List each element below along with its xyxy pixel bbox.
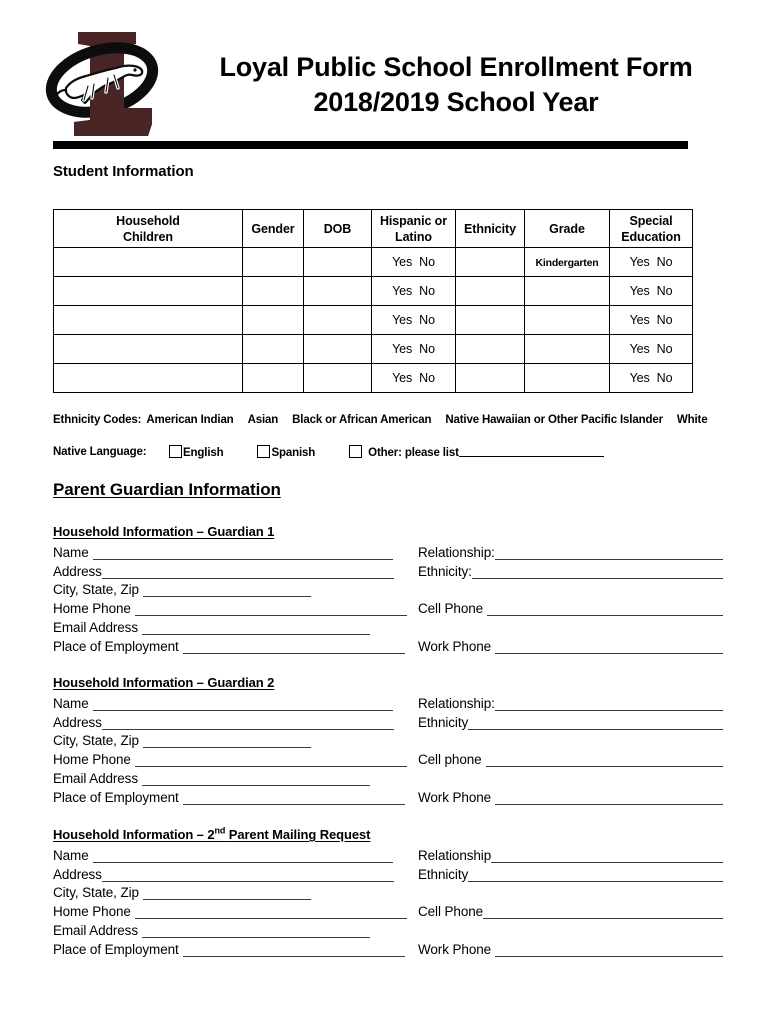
guardian-1-place-of-employment-input[interactable] xyxy=(183,640,405,654)
ethnicity-codes-legend xyxy=(53,414,707,426)
cell-grade[interactable] xyxy=(525,364,610,393)
second-parent-email-field[interactable] xyxy=(53,923,418,938)
guardian-2-row-city-state-zip xyxy=(53,730,723,749)
second-parent-home-phone-label: Home Phone xyxy=(53,904,131,920)
guardian-2-place-of-employment-label: Place of Employment xyxy=(53,789,179,805)
second-parent-relationship-label: Relationship xyxy=(418,847,492,863)
form-header xyxy=(0,0,770,150)
special-ed-no-option[interactable]: No xyxy=(656,255,673,269)
ethnicity-code-white: White xyxy=(676,414,708,426)
second-parent-address-label: Address xyxy=(53,866,102,882)
second-parent-row-employment-work-phone xyxy=(53,938,723,957)
guardian-1-name-label: Name xyxy=(53,544,89,560)
column-header-hispanic-or-latino xyxy=(372,210,456,248)
guardian-2-address-label: Address xyxy=(53,714,102,730)
guardian-1-address-label: Address xyxy=(53,563,102,579)
guardian-1-city-state-zip-field[interactable] xyxy=(53,582,418,597)
guardian-2-name-label: Name xyxy=(53,695,89,711)
table-row xyxy=(54,306,693,335)
second-parent-mailing-request-block xyxy=(53,826,723,957)
cell-gender[interactable] xyxy=(243,335,304,364)
cell-dob[interactable] xyxy=(304,277,372,306)
guardian-1-row-city-state-zip xyxy=(53,579,723,598)
cell-grade[interactable] xyxy=(525,335,610,364)
hispanic-yes-option[interactable]: Yes xyxy=(392,313,413,327)
header-divider-rule xyxy=(53,141,688,149)
guardian-1-row-employment-work-phone xyxy=(53,635,723,654)
guardian-1-place-of-employment-field[interactable] xyxy=(53,639,418,654)
cell-ethnicity[interactable] xyxy=(456,335,525,364)
second-parent-ethnicity-label: Ethnicity xyxy=(418,866,469,882)
ethnicity-code-native-hawaiian-or-pacific-islander: Native Hawaiian or Other Pacific Islander xyxy=(445,414,663,426)
cell-household-children[interactable] xyxy=(54,248,243,277)
cell-gender[interactable] xyxy=(243,248,304,277)
special-ed-no-option[interactable]: No xyxy=(656,313,673,327)
guardian-2-name-input[interactable] xyxy=(93,697,393,711)
second-parent-relationship-input[interactable] xyxy=(491,849,723,863)
cell-special-education[interactable] xyxy=(610,248,693,277)
table-header-row xyxy=(54,210,693,248)
column-header-ethnicity: Ethnicity xyxy=(456,210,525,248)
guardian-2-cell-phone-input[interactable] xyxy=(486,753,723,767)
hispanic-yes-option[interactable]: Yes xyxy=(392,342,413,356)
guardian-2-address-field[interactable] xyxy=(53,715,418,730)
guardian-1-cell-phone-input[interactable] xyxy=(487,602,723,616)
second-parent-address-input[interactable] xyxy=(102,868,394,882)
second-parent-name-label: Name xyxy=(53,847,89,863)
guardian-1-row-address-ethnicity xyxy=(53,560,723,579)
second-parent-row-address-ethnicity xyxy=(53,863,723,882)
cell-gender[interactable] xyxy=(243,306,304,335)
parent-guardian-information-heading: Parent Guardian Information xyxy=(53,480,281,499)
guardian-2-city-state-zip-input[interactable] xyxy=(143,734,311,748)
second-parent-work-phone-label: Work Phone xyxy=(418,941,492,957)
guardian-2-home-phone-field[interactable] xyxy=(53,752,418,767)
native-language-row xyxy=(53,445,604,459)
grade-example-value: Kindergarten xyxy=(535,257,599,269)
cell-special-education[interactable] xyxy=(610,277,693,306)
guardian-1-relationship-field[interactable] xyxy=(418,545,723,560)
guardian-2-address-input[interactable] xyxy=(102,716,394,730)
native-language-option-english[interactable] xyxy=(169,445,223,459)
special-ed-yes-option[interactable]: Yes xyxy=(629,284,650,298)
guardian-1-ethnicity-input[interactable] xyxy=(472,565,723,579)
cell-household-children[interactable] xyxy=(54,335,243,364)
second-parent-row-city-state-zip xyxy=(53,882,723,901)
second-parent-name-input[interactable] xyxy=(93,849,393,863)
guardian-2-row-email xyxy=(53,767,723,786)
guardian-2-city-state-zip-field[interactable] xyxy=(53,733,418,748)
cell-hispanic-or-latino[interactable] xyxy=(372,277,456,306)
guardian-1-relationship-label: Relationship: xyxy=(418,544,495,560)
native-language-spanish-label: Spanish xyxy=(271,447,316,459)
cell-ethnicity[interactable] xyxy=(456,306,525,335)
special-ed-yes-option[interactable]: Yes xyxy=(629,342,650,356)
column-header-dob: DOB xyxy=(304,210,372,248)
second-parent-place-of-employment-input[interactable] xyxy=(183,943,405,957)
hispanic-yes-option[interactable]: Yes xyxy=(392,284,413,298)
guardian-1-place-of-employment-label: Place of Employment xyxy=(53,638,179,654)
guardian-1-work-phone-label: Work Phone xyxy=(418,638,492,654)
native-language-label: Native Language: xyxy=(53,446,147,458)
column-header-gender: Gender xyxy=(243,210,304,248)
table-header xyxy=(54,210,693,248)
guardian-1-home-phone-field[interactable] xyxy=(53,601,418,616)
second-parent-place-of-employment-label: Place of Employment xyxy=(53,941,179,957)
guardian-2-row-employment-work-phone xyxy=(53,786,723,805)
header-line-2: Latino xyxy=(395,229,432,244)
form-title xyxy=(176,50,736,120)
table-row xyxy=(54,335,693,364)
cell-household-children[interactable] xyxy=(54,306,243,335)
guardian-1-address-input[interactable] xyxy=(102,565,394,579)
native-language-option-spanish[interactable] xyxy=(257,445,315,459)
guardian-1-cell-phone-field[interactable] xyxy=(418,601,723,616)
cell-household-children[interactable] xyxy=(54,364,243,393)
header-line-1: Household xyxy=(116,213,180,228)
checkbox-other-icon[interactable] xyxy=(349,445,362,458)
guardian-1-address-field[interactable] xyxy=(53,564,418,579)
guardian-1-home-phone-input[interactable] xyxy=(135,602,407,616)
guardian-2-work-phone-field[interactable] xyxy=(418,790,723,805)
special-ed-no-option[interactable]: No xyxy=(656,284,673,298)
second-parent-cell-phone-field[interactable] xyxy=(418,904,723,919)
cell-dob[interactable] xyxy=(304,364,372,393)
guardian-1-relationship-input[interactable] xyxy=(495,546,723,560)
special-ed-yes-option[interactable]: Yes xyxy=(629,255,650,269)
native-language-other-label: Other: please list xyxy=(368,447,459,459)
second-parent-address-field[interactable] xyxy=(53,867,418,882)
second-parent-cell-phone-input[interactable] xyxy=(483,905,723,919)
special-ed-yes-option[interactable]: Yes xyxy=(629,313,650,327)
column-header-household-children xyxy=(54,210,243,248)
guardian-2-relationship-input[interactable] xyxy=(495,697,723,711)
guardian-1-row-name-relationship xyxy=(53,541,723,560)
guardian-2-ethnicity-input[interactable] xyxy=(468,716,723,730)
checkbox-english-icon[interactable] xyxy=(169,445,182,458)
title-suffix: Parent Mailing Request xyxy=(225,827,371,842)
guardian-2-home-phone-label: Home Phone xyxy=(53,752,131,768)
cell-grade[interactable] xyxy=(525,248,610,277)
special-ed-no-option[interactable]: No xyxy=(656,342,673,356)
guardian-2-relationship-label: Relationship: xyxy=(418,695,495,711)
second-parent-email-label: Email Address xyxy=(53,922,138,938)
second-parent-ethnicity-input[interactable] xyxy=(468,868,723,882)
second-parent-row-email xyxy=(53,919,723,938)
column-header-grade: Grade xyxy=(525,210,610,248)
cell-hispanic-or-latino[interactable] xyxy=(372,335,456,364)
student-information-heading: Student Information xyxy=(53,163,194,180)
cell-special-education[interactable] xyxy=(610,306,693,335)
guardian-1-city-state-zip-input[interactable] xyxy=(143,583,311,597)
guardian-1-home-phone-label: Home Phone xyxy=(53,601,131,617)
second-parent-row-name-relationship xyxy=(53,844,723,863)
second-parent-city-state-zip-field[interactable] xyxy=(53,885,418,900)
cell-dob[interactable] xyxy=(304,335,372,364)
second-parent-work-phone-field[interactable] xyxy=(418,942,723,957)
checkbox-spanish-icon[interactable] xyxy=(257,445,270,458)
table-row xyxy=(54,364,693,393)
second-parent-home-phone-input[interactable] xyxy=(135,905,407,919)
guardian-2-cell-phone-field[interactable] xyxy=(418,752,723,767)
guardian-2-place-of-employment-input[interactable] xyxy=(183,791,405,805)
cell-grade[interactable] xyxy=(525,306,610,335)
guardian-2-email-field[interactable] xyxy=(53,771,418,786)
guardian-2-relationship-field[interactable] xyxy=(418,696,723,711)
guardian-2-work-phone-input[interactable] xyxy=(495,791,723,805)
guardian-2-email-input[interactable] xyxy=(142,772,370,786)
guardian-1-cell-phone-label: Cell Phone xyxy=(418,601,484,617)
hispanic-yes-option[interactable]: Yes xyxy=(392,371,413,385)
form-title-line-2: 2018/2019 School Year xyxy=(313,87,599,117)
guardian-2-block xyxy=(53,674,723,805)
cell-gender[interactable] xyxy=(243,364,304,393)
header-line-2: Education xyxy=(621,229,681,244)
guardian-2-name-field[interactable] xyxy=(53,696,418,711)
guardian-1-row-email xyxy=(53,616,723,635)
special-ed-yes-option[interactable]: Yes xyxy=(629,371,650,385)
native-language-other-input[interactable] xyxy=(459,445,604,457)
second-parent-cell-phone-label: Cell Phone xyxy=(418,904,484,920)
guardian-1-work-phone-input[interactable] xyxy=(495,640,723,654)
second-parent-mailing-request-title xyxy=(53,827,370,842)
second-parent-city-state-zip-label: City, State, Zip xyxy=(53,885,139,901)
cell-ethnicity[interactable] xyxy=(456,248,525,277)
guardian-2-email-label: Email Address xyxy=(53,770,138,786)
ethnicity-codes-label: Ethnicity Codes: xyxy=(53,414,142,426)
cell-dob[interactable] xyxy=(304,248,372,277)
ethnicity-code-asian: Asian xyxy=(247,414,279,426)
table-row xyxy=(54,277,693,306)
guardian-2-cell-phone-label: Cell phone xyxy=(418,752,482,768)
guardian-2-home-phone-input[interactable] xyxy=(135,753,407,767)
title-prefix: Household Information – 2 xyxy=(53,827,215,842)
cell-special-education[interactable] xyxy=(610,364,693,393)
second-parent-work-phone-input[interactable] xyxy=(495,943,723,957)
guardian-2-row-address-ethnicity xyxy=(53,711,723,730)
column-header-special-education xyxy=(610,210,693,248)
table-body xyxy=(54,248,693,393)
guardian-2-ethnicity-field[interactable] xyxy=(418,715,723,730)
cell-grade[interactable] xyxy=(525,277,610,306)
hispanic-no-option[interactable]: No xyxy=(419,255,435,269)
cell-hispanic-or-latino[interactable] xyxy=(372,248,456,277)
second-parent-home-phone-field[interactable] xyxy=(53,904,418,919)
table-row xyxy=(54,248,693,277)
second-parent-name-field[interactable] xyxy=(53,848,418,863)
second-parent-place-of-employment-field[interactable] xyxy=(53,942,418,957)
guardian-1-name-input[interactable] xyxy=(93,546,393,560)
cell-household-children[interactable] xyxy=(54,277,243,306)
guardian-2-row-name-relationship xyxy=(53,692,723,711)
cell-gender[interactable] xyxy=(243,277,304,306)
guardian-2-ethnicity-label: Ethnicity xyxy=(418,714,469,730)
header-line-1: Special xyxy=(629,213,673,228)
cell-hispanic-or-latino[interactable] xyxy=(372,364,456,393)
guardian-1-city-state-zip-label: City, State, Zip xyxy=(53,582,139,598)
guardian-2-work-phone-label: Work Phone xyxy=(418,789,492,805)
title-superscript: nd xyxy=(214,825,226,836)
cell-dob[interactable] xyxy=(304,306,372,335)
guardian-1-email-label: Email Address xyxy=(53,619,138,635)
second-parent-relationship-field[interactable] xyxy=(418,848,723,863)
guardian-1-block xyxy=(53,523,723,654)
ethnicity-code-american-indian: American Indian xyxy=(146,414,234,426)
ethnicity-code-black-or-african-american: Black or African American xyxy=(292,414,432,426)
hispanic-no-option[interactable]: No xyxy=(419,313,435,327)
cell-special-education[interactable] xyxy=(610,335,693,364)
hispanic-no-option[interactable]: No xyxy=(419,284,435,298)
special-ed-no-option[interactable]: No xyxy=(656,371,673,385)
second-parent-email-input[interactable] xyxy=(142,924,370,938)
native-language-option-other[interactable] xyxy=(349,445,604,459)
guardian-1-email-field[interactable] xyxy=(53,620,418,635)
guardian-1-title: Household Information – Guardian 1 xyxy=(53,524,275,539)
guardian-1-row-home-cell-phone xyxy=(53,597,723,616)
hispanic-no-option[interactable]: No xyxy=(419,371,435,385)
form-title-line-1: Loyal Public School Enrollment Form xyxy=(219,52,693,82)
second-parent-city-state-zip-input[interactable] xyxy=(143,886,311,900)
guardian-1-email-input[interactable] xyxy=(142,621,370,635)
household-children-table xyxy=(53,209,693,393)
school-logo-icon xyxy=(44,24,162,142)
header-line-1: Hispanic or xyxy=(380,213,447,228)
guardian-2-city-state-zip-label: City, State, Zip xyxy=(53,733,139,749)
guardian-1-name-field[interactable] xyxy=(53,545,418,560)
cell-ethnicity[interactable] xyxy=(456,364,525,393)
guardian-2-place-of-employment-field[interactable] xyxy=(53,790,418,805)
cell-hispanic-or-latino[interactable] xyxy=(372,306,456,335)
second-parent-ethnicity-field[interactable] xyxy=(418,867,723,882)
cell-ethnicity[interactable] xyxy=(456,277,525,306)
guardian-1-work-phone-field[interactable] xyxy=(418,639,723,654)
header-line-2: Children xyxy=(123,229,173,244)
guardian-2-row-home-cell-phone xyxy=(53,748,723,767)
second-parent-row-home-cell-phone xyxy=(53,900,723,919)
hispanic-yes-option[interactable]: Yes xyxy=(392,255,413,269)
guardian-1-ethnicity-field[interactable] xyxy=(418,564,723,579)
guardian-1-ethnicity-label: Ethnicity: xyxy=(418,563,472,579)
native-language-english-label: English xyxy=(183,447,224,459)
hispanic-no-option[interactable]: No xyxy=(419,342,435,356)
guardian-2-title: Household Information – Guardian 2 xyxy=(53,675,275,690)
